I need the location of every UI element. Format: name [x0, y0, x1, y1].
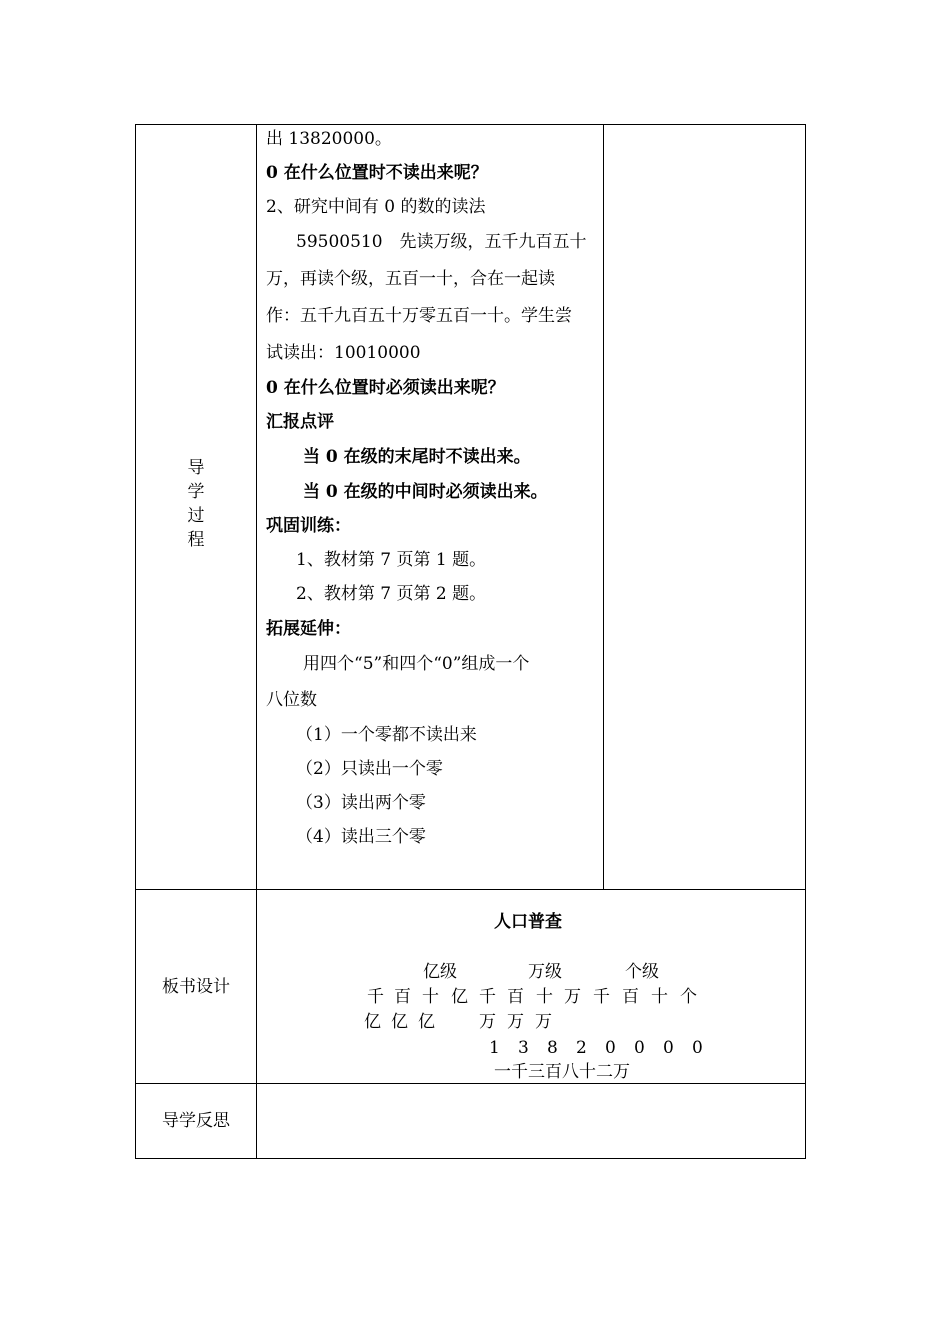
- place-unit: 万: [479, 1012, 496, 1032]
- board-title: 人口普查: [494, 912, 562, 932]
- process-line: 试读出：10010000: [266, 343, 421, 363]
- place-name: 百: [394, 987, 411, 1007]
- process-label-char: 过: [187, 506, 205, 526]
- process-line: 2、教材第 7 页第 2 题。: [296, 584, 487, 604]
- place-name: 万: [564, 987, 581, 1007]
- board-group: 个级: [625, 962, 659, 982]
- place-unit: 亿: [364, 1012, 381, 1032]
- digit: 0: [634, 1038, 645, 1058]
- place-name: 百: [622, 987, 639, 1007]
- place-name: 千: [367, 987, 384, 1007]
- place-unit: 亿: [418, 1012, 435, 1032]
- board-reading: 一千三百八十二万: [494, 1062, 630, 1082]
- place-name: 千: [479, 987, 496, 1007]
- notes-column-divider: [603, 124, 604, 889]
- board-group: 万级: [528, 962, 562, 982]
- place-unit: 亿: [391, 1012, 408, 1032]
- digit: 0: [605, 1038, 616, 1058]
- digit: 2: [576, 1038, 587, 1058]
- process-question: 0 在什么位置时不读出来呢？: [266, 163, 488, 183]
- process-heading: 拓展延伸：: [266, 619, 351, 639]
- table-border-bottom: [135, 1158, 806, 1159]
- board-label: 板书设计: [162, 977, 230, 997]
- label-column-divider: [256, 124, 257, 1159]
- process-line: （2）只读出一个零: [296, 759, 443, 779]
- process-line: 2、研究中间有 0 的数的读法: [266, 197, 486, 217]
- table-border-right: [805, 124, 806, 1159]
- place-unit: 万: [507, 1012, 524, 1032]
- process-line: （1）一个零都不读出来: [296, 725, 477, 745]
- process-label-char: 学: [187, 482, 205, 502]
- place-name: 千: [593, 987, 610, 1007]
- digit: 3: [518, 1038, 529, 1058]
- process-question: 0 在什么位置时必须读出来呢？: [266, 378, 505, 398]
- process-rule: 当 0 在级的末尾时不读出来。: [303, 447, 531, 467]
- process-line: 59500510 先读万级，五千九百五十: [296, 232, 587, 252]
- process-heading: 汇报点评: [266, 412, 334, 432]
- place-name: 十: [651, 987, 668, 1007]
- reflection-content: [257, 1084, 805, 1158]
- place-name: 亿: [451, 987, 468, 1007]
- process-label-char: 导: [187, 458, 205, 478]
- digit: 8: [547, 1038, 558, 1058]
- place-name: 十: [536, 987, 553, 1007]
- place-name: 个: [680, 987, 697, 1007]
- process-rule: 当 0 在级的中间时必须读出来。: [303, 482, 548, 502]
- process-label-char: 程: [187, 530, 205, 550]
- process-label: [136, 456, 256, 552]
- digit: 0: [692, 1038, 703, 1058]
- digit: 0: [663, 1038, 674, 1058]
- process-line: 作：五千九百五十万零五百一十。学生尝: [266, 306, 572, 326]
- process-line: 万，再读个级，五百一十，合在一起读: [266, 269, 555, 289]
- table-border-left: [135, 124, 136, 1159]
- process-line: 1、教材第 7 页第 1 题。: [296, 550, 487, 570]
- row-divider-1: [135, 889, 806, 890]
- process-line: 八位数: [266, 690, 317, 710]
- digit: 1: [489, 1038, 500, 1058]
- place-name: 百: [507, 987, 524, 1007]
- place-unit: 万: [535, 1012, 552, 1032]
- place-name: 十: [422, 987, 439, 1007]
- reflection-label: 导学反思: [162, 1111, 230, 1131]
- process-line: （4）读出三个零: [296, 827, 426, 847]
- board-group: 亿级: [423, 962, 457, 982]
- process-line: （3）读出两个零: [296, 793, 426, 813]
- table-border-top: [135, 124, 806, 125]
- process-heading: 巩固训练：: [266, 516, 351, 536]
- process-line: 出 13820000。: [266, 129, 392, 149]
- process-line: 用四个“5”和四个“0”组成一个: [303, 654, 530, 674]
